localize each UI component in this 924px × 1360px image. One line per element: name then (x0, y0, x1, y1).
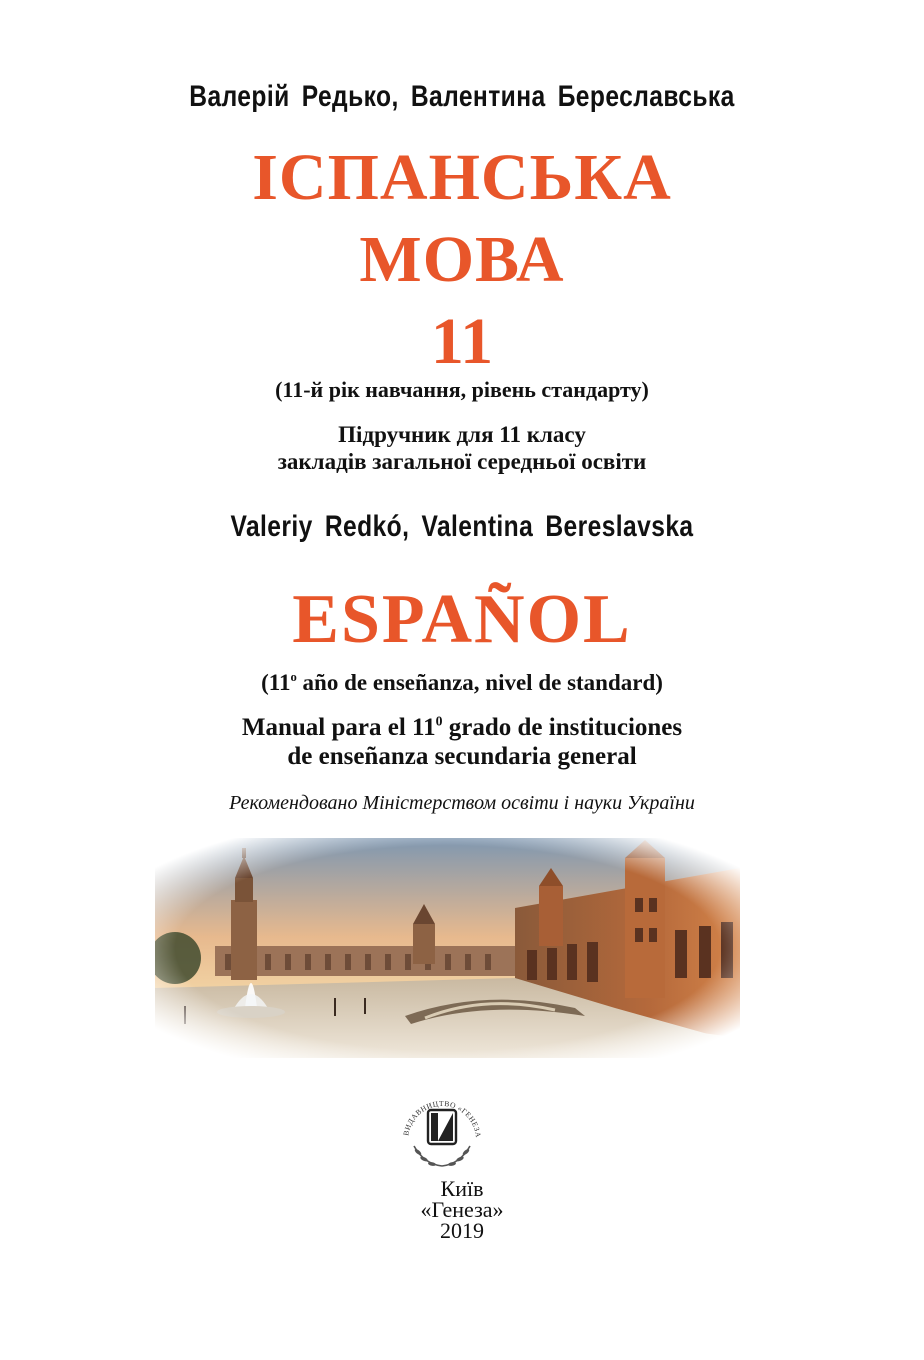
genesa-publisher-logo (394, 1080, 490, 1176)
title-line-1: ІСПАНСЬКА (252, 141, 672, 214)
imprint-year: 2019 (440, 1218, 484, 1243)
svg-text:ВИДАВНИЦТВО «ГЕНЕЗА»: ВИДАВНИЦТВО «ГЕНЕЗА (401, 1098, 483, 1139)
title-spanish: ESPAÑOL (292, 581, 632, 658)
title-grade: 11 (430, 305, 494, 378)
manual-line-1: Manual para el $11^0$ grado de instituciones (241, 713, 683, 741)
imprint-publisher: «Генеза» (420, 1197, 504, 1222)
authors-spanish: Valeriy Redkó, Valentina Bereslavska (230, 510, 694, 543)
subtitle-spanish: (11$^o$ año de enseñanza, nivel de standard) (261, 670, 663, 695)
subtitle-ukrainian: (11-й рік навчання, рівень стандарту) (275, 377, 649, 402)
plaza-de-espana-photo (155, 838, 740, 1058)
textbook-line-1: Підручник для 11 класу (338, 422, 586, 447)
imprint-city: Київ (440, 1176, 484, 1201)
recommendation-text: Рекомендовано Міністерством освіти і науки України (229, 792, 695, 814)
authors-ukrainian: Валерій Редько, Валентина Береславська (189, 80, 735, 113)
manual-line-2: de enseñanza secundaria general (287, 743, 637, 770)
title-line-2: МОВА (359, 223, 565, 296)
textbook-line-2: закладів загальної середньої освіти (277, 449, 647, 474)
